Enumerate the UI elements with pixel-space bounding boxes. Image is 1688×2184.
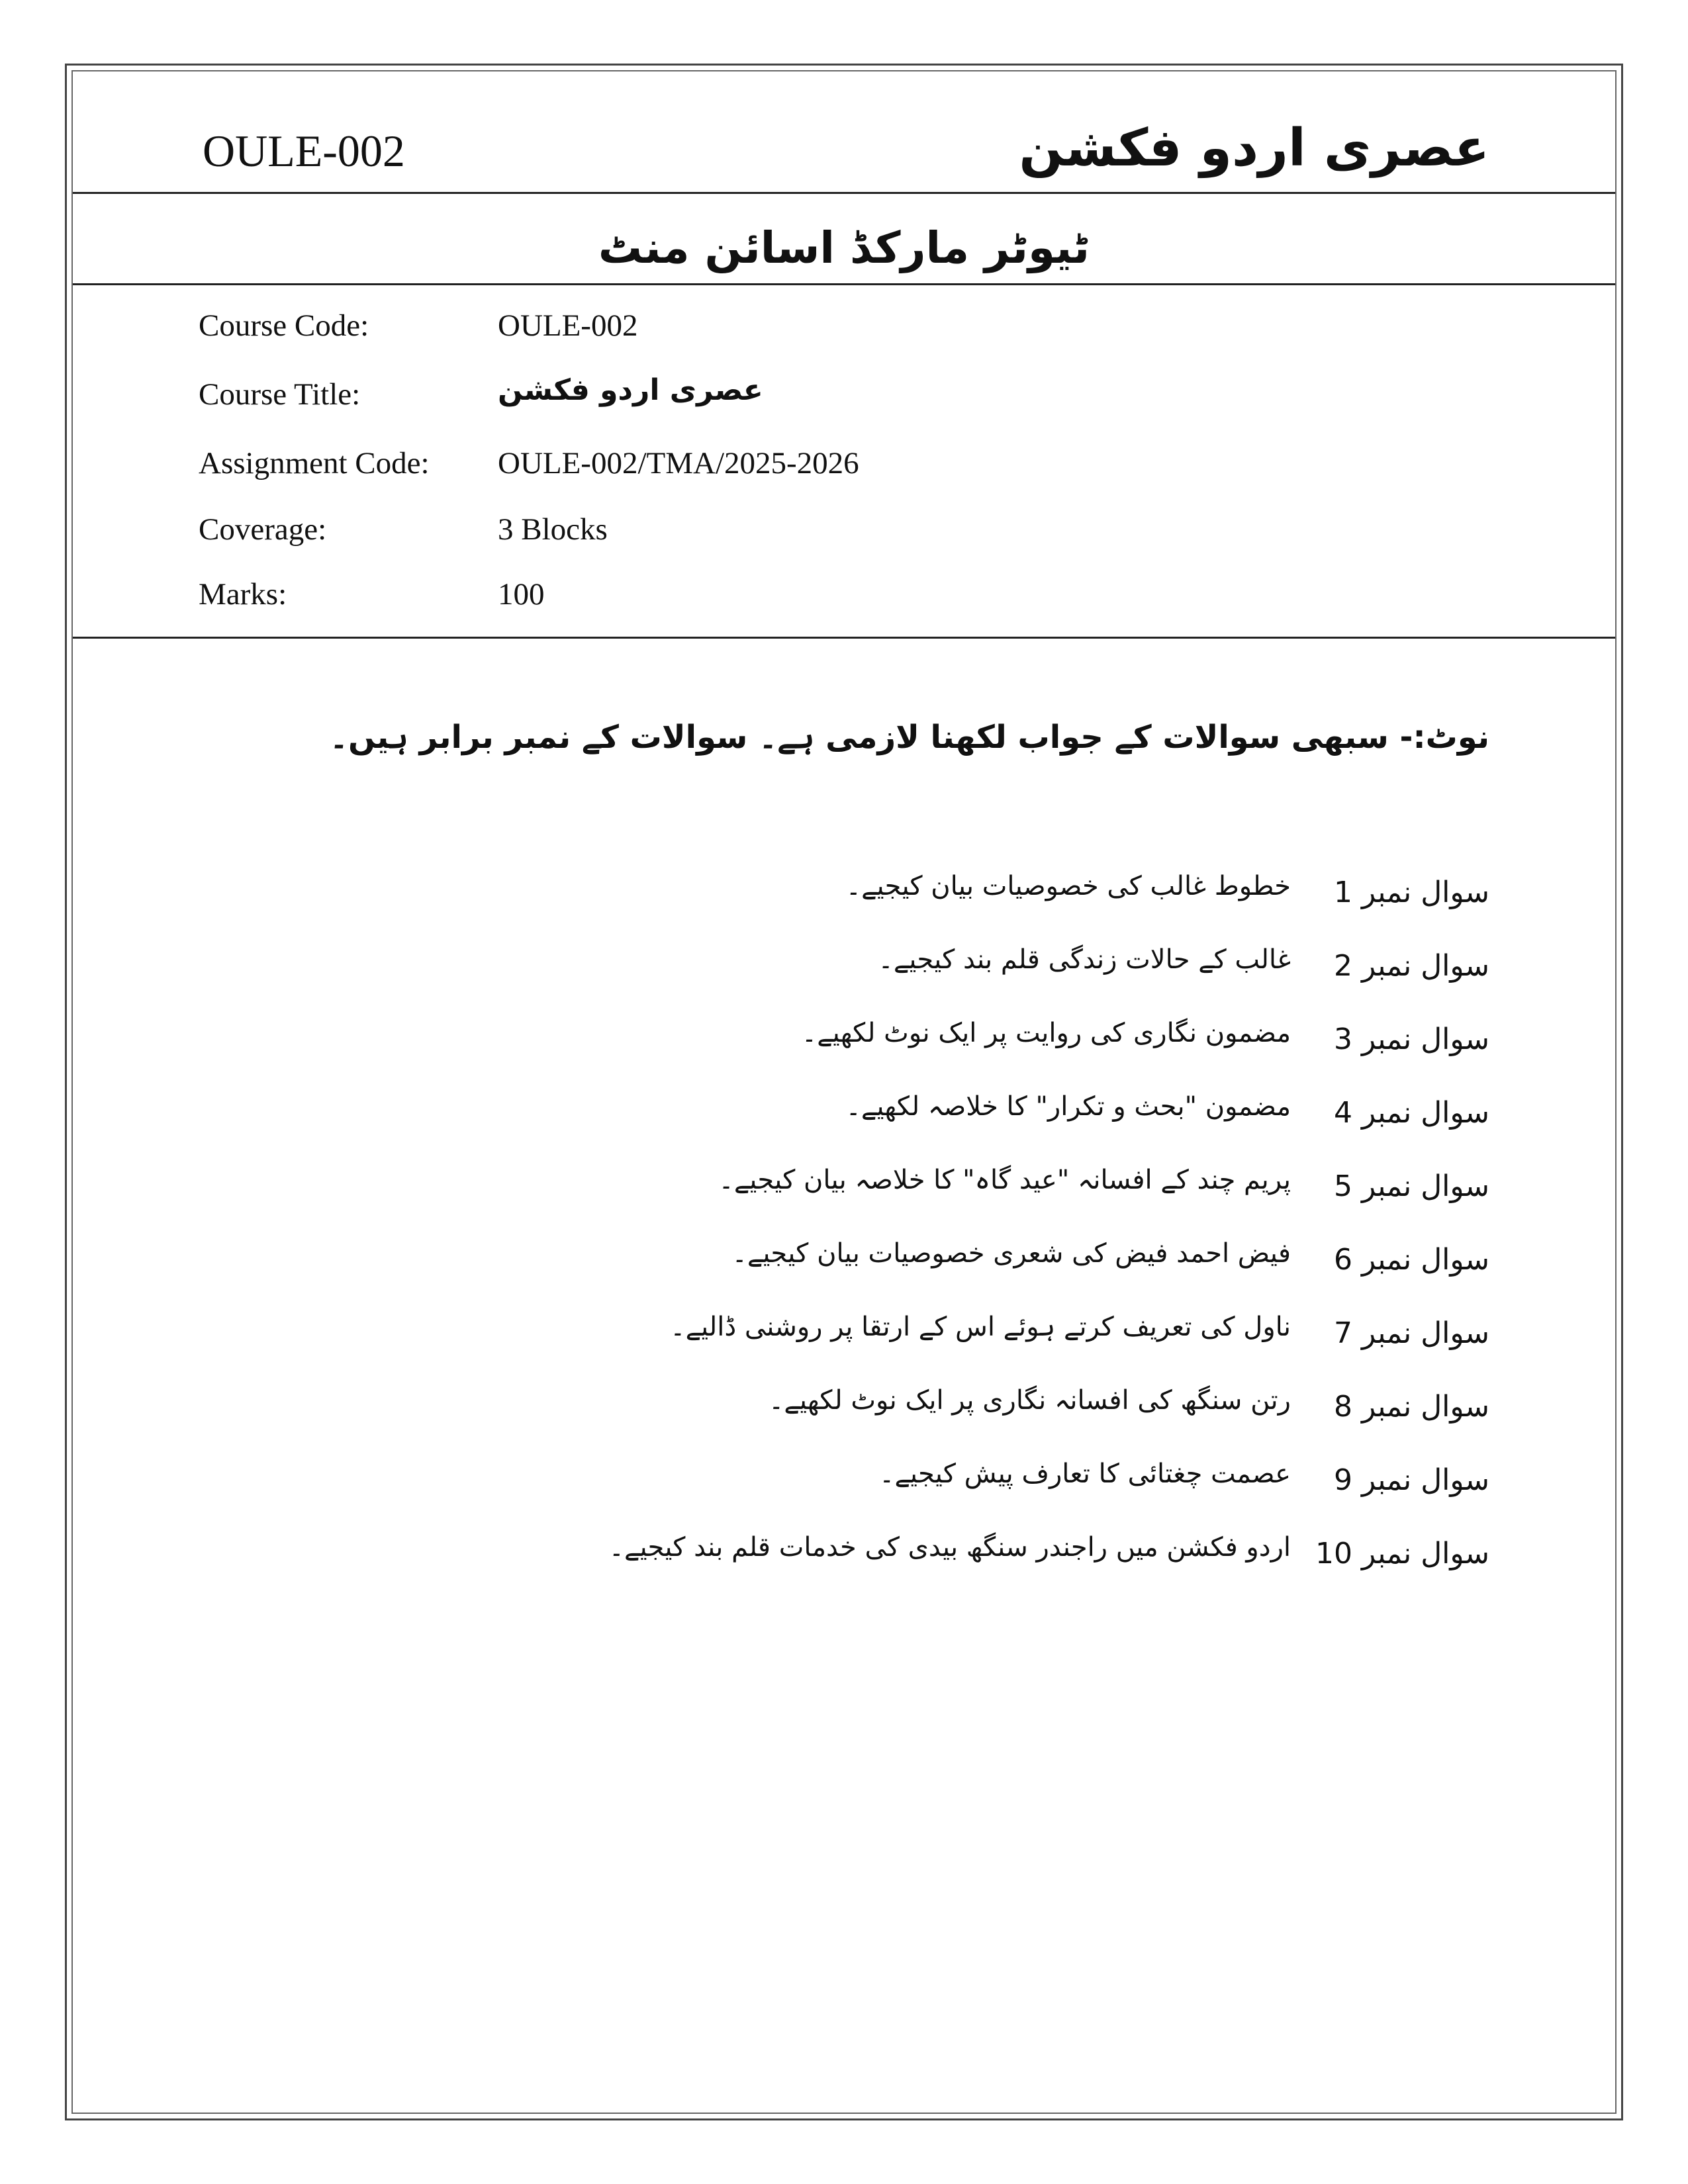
question-text: اردو فکشن میں راجندر سنگھ بیدی کی خدمات قلم بند کیجیے۔: [608, 1532, 1291, 1563]
question-text: پریم چند کے افسانہ "عید گاہ" کا خلاصہ بیان کیجیے۔: [718, 1165, 1291, 1195]
question-text: رتن سنگھ کی افسانہ نگاری پر ایک نوٹ لکھیے۔: [768, 1385, 1291, 1416]
heading-divider: [73, 283, 1615, 285]
info-value-assignment-code: OULE-002/TMA/2025-2026: [498, 446, 859, 480]
assignment-heading: ٹیوٹر مارکڈ اسائن منٹ: [598, 222, 1090, 273]
question-label: سوال نمبر 6: [1333, 1243, 1489, 1277]
question-text: مضمون نگاری کی روایت پر ایک نوٹ لکھیے۔: [801, 1018, 1291, 1048]
info-label-coverage: Coverage:: [199, 512, 327, 547]
question-label: سوال نمبر 8: [1333, 1390, 1489, 1424]
instructions-note: نوٹ:- سبھی سوالات کے جواب لکھنا لازمی ہے۔ سوالات کے نمبر برابر ہیں۔: [329, 719, 1489, 756]
question-label: سوال نمبر 3: [1333, 1023, 1489, 1056]
info-label-marks: Marks:: [199, 577, 287, 612]
question-text: غالب کے حالات زندگی قلم بند کیجیے۔: [878, 944, 1291, 975]
info-label-assignment-code: Assignment Code:: [199, 446, 430, 480]
info-value-course-code: OULE-002: [498, 308, 638, 343]
question-text: عصمت چغتائی کا تعارف پیش کیجیے۔: [879, 1459, 1291, 1489]
question-text: خطوط غالب کی خصوصیات بیان کیجیے۔: [845, 871, 1291, 901]
info-label-course-code: Course Code:: [199, 308, 369, 343]
header-divider: [73, 192, 1615, 194]
question-label: سوال نمبر 2: [1333, 949, 1489, 983]
question-label: سوال نمبر 5: [1333, 1169, 1489, 1203]
question-label: سوال نمبر 7: [1333, 1316, 1489, 1350]
header-course-title: عصری اردو فکشن: [1019, 118, 1489, 178]
header-course-code: OULE-002: [203, 126, 405, 176]
info-value-coverage: 3 Blocks: [498, 512, 608, 547]
question-text: فیض احمد فیض کی شعری خصوصیات بیان کیجیے۔: [731, 1238, 1291, 1269]
question-label: سوال نمبر 10: [1315, 1537, 1489, 1570]
question-label: سوال نمبر 1: [1333, 876, 1489, 909]
info-value-course-title: عصری اردو فکشن: [498, 373, 763, 407]
info-value-marks: 100: [498, 577, 545, 612]
info-divider: [73, 637, 1615, 639]
question-label: سوال نمبر 9: [1333, 1463, 1489, 1497]
question-text: مضمون "بحث و تکرار" کا خلاصہ لکھیے۔: [845, 1091, 1291, 1122]
question-text: ناول کی تعریف کرتے ہوئے اس کے ارتقا پر روشنی ڈالیے۔: [670, 1312, 1291, 1342]
info-label-course-title: Course Title:: [199, 377, 361, 412]
question-label: سوال نمبر 4: [1333, 1096, 1489, 1130]
